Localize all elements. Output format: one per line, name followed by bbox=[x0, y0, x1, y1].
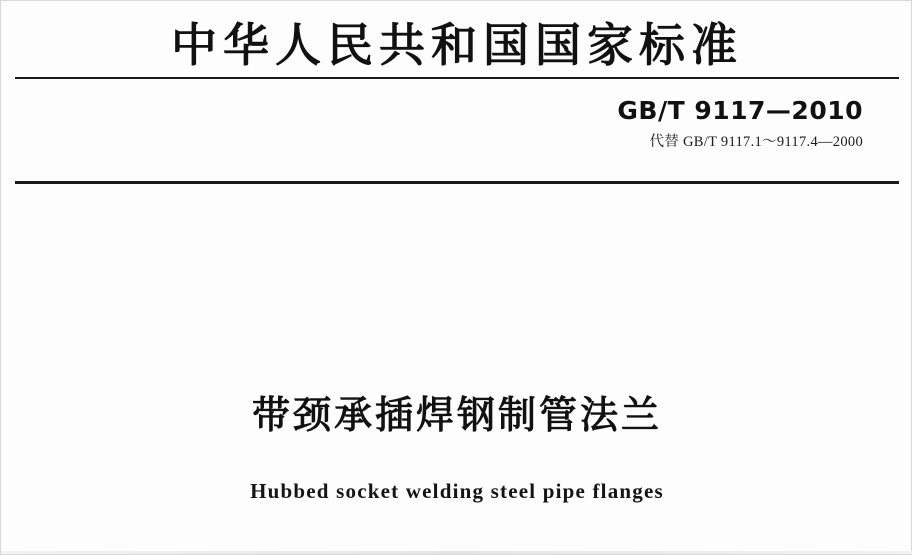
standard-number: GB/T 9117—2010 bbox=[617, 96, 863, 125]
scan-edge bbox=[1, 551, 912, 554]
divider-top bbox=[15, 77, 899, 79]
standard-number-block bbox=[617, 97, 863, 151]
document-title-chinese: 带颈承插焊钢制管法兰 bbox=[251, 393, 662, 437]
standard-replaces-note: 代替 GB/T 9117.1～9117.4—2000 bbox=[649, 133, 863, 150]
national-standard-heading: 中华人民共和国国家标准 bbox=[171, 18, 743, 72]
document-title-english: Hubbed socket welding steel pipe flanges bbox=[250, 479, 664, 503]
divider-bottom bbox=[15, 181, 899, 184]
